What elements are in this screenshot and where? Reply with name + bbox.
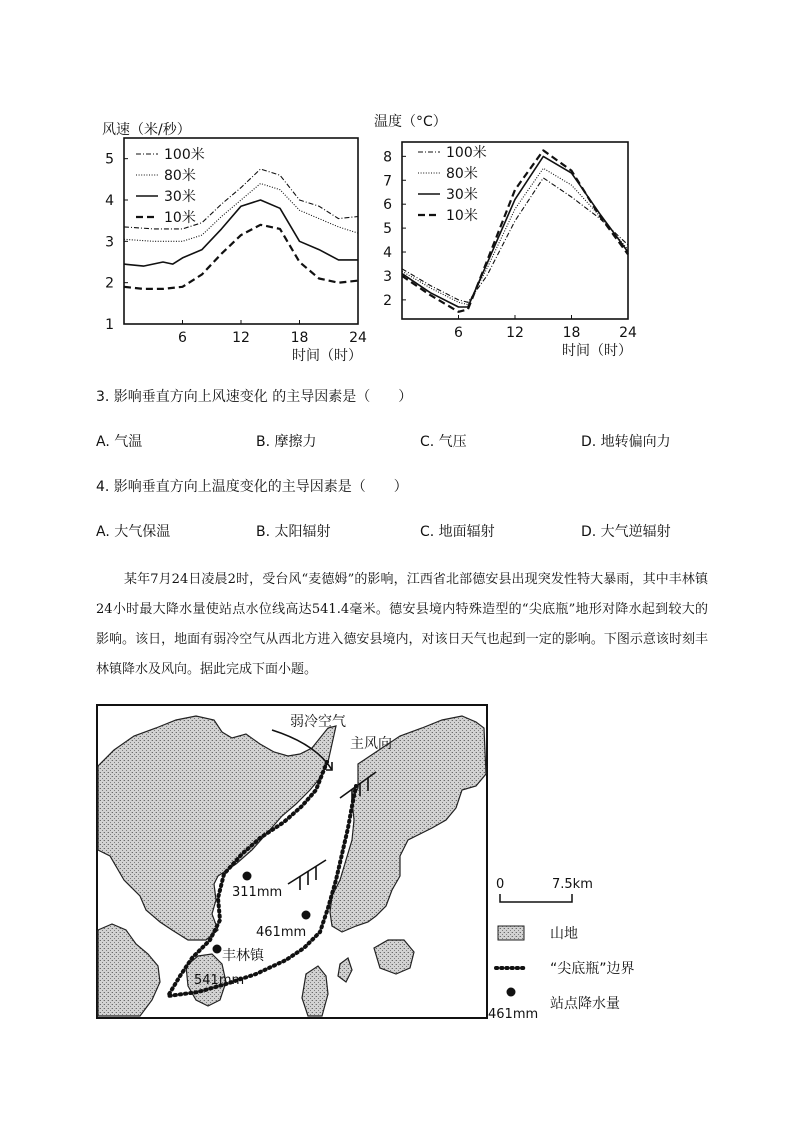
- wind-xlabel: 时间（时）: [292, 348, 362, 364]
- mountain-area-south: [302, 966, 328, 1016]
- temp-xtick-label: 12: [506, 325, 524, 341]
- wind-ytick-label: 3: [105, 234, 114, 251]
- wind-legend-label: 30米: [164, 189, 196, 205]
- wind-series-100米: [124, 169, 358, 229]
- temp-ytick-label: 2: [383, 292, 392, 309]
- label-wind-direction: 主风向: [350, 736, 392, 752]
- temp-ylabel: 温度（°C）: [374, 114, 447, 130]
- wind-plot-frame: [124, 138, 358, 324]
- legend-station-label: 站点降水量: [550, 996, 620, 1012]
- legend-station-value: 461mm: [488, 1007, 539, 1022]
- temp-series-80米: [402, 168, 628, 304]
- wind-legend-label: 80米: [164, 168, 196, 184]
- wind-xtick-label: 6: [178, 330, 187, 346]
- passage: [96, 565, 708, 685]
- temp-ytick-label: 7: [383, 173, 392, 190]
- temp-xlabel: 时间（时）: [562, 343, 632, 359]
- label-461mm: 461mm: [256, 925, 307, 940]
- temp-ytick-label: 8: [383, 149, 392, 166]
- map-legend: [488, 877, 635, 1022]
- wind-ytick-label: 2: [105, 275, 114, 292]
- wind-series-80米: [124, 184, 358, 242]
- label-311mm: 311mm: [232, 885, 283, 900]
- q4-option-d[interactable]: D. 大气逆辐射: [581, 524, 671, 540]
- wind-speed-chart-svg: [96, 110, 386, 365]
- q4-stem: 4. 影响垂直方向上温度变化的主导因素是（ ）: [96, 479, 408, 495]
- legend-station-dot: [507, 988, 516, 997]
- station-461: [302, 911, 311, 920]
- wind-speed-chart: [96, 110, 386, 365]
- station-311: [243, 872, 252, 881]
- temp-series-10米: [402, 150, 628, 311]
- q4-option-b[interactable]: B. 太阳辐射: [256, 524, 331, 540]
- scale-distance: 7.5km: [552, 877, 593, 892]
- wind-ytick-label: 1: [105, 317, 114, 333]
- q4-option-c[interactable]: C. 地面辐射: [420, 524, 495, 540]
- rainfall-map: [96, 704, 656, 1024]
- q3-option-c[interactable]: C. 气压: [420, 434, 467, 450]
- q3-option-b[interactable]: B. 摩擦力: [256, 434, 317, 450]
- temperature-chart: [366, 106, 656, 366]
- legend-boundary-label: “尖底瓶”边界: [550, 961, 635, 977]
- temp-ytick-label: 5: [383, 221, 392, 238]
- wind-series-10米: [124, 225, 358, 289]
- temp-legend-label: 100米: [446, 145, 487, 161]
- rainfall-map-svg: [96, 704, 656, 1024]
- wind-xtick-label: 24: [349, 330, 367, 346]
- label-541mm: 541mm: [194, 973, 245, 988]
- temp-xtick-label: 6: [454, 325, 463, 341]
- temp-plot-frame: [402, 142, 628, 319]
- temp-series-30米: [402, 156, 628, 307]
- scale-bar: [500, 894, 572, 902]
- temp-series-100米: [402, 178, 628, 302]
- legend-mountain-swatch: [498, 926, 524, 940]
- wind-xtick-label: 12: [232, 330, 250, 346]
- temp-legend-label: 80米: [446, 166, 478, 182]
- temperature-chart-svg: [366, 106, 656, 366]
- wind-ylabel: 风速（米/秒）: [102, 122, 191, 138]
- temp-ytick-label: 4: [383, 245, 392, 262]
- temp-legend-label: 30米: [446, 187, 478, 203]
- wind-legend-label: 10米: [164, 210, 196, 226]
- label-cold-air: 弱冷空气: [290, 714, 346, 730]
- label-fenglin-town: 丰林镇: [222, 948, 264, 964]
- q3-stem: 3. 影响垂直方向上风速变化 的主导因素是（ ）: [96, 389, 413, 405]
- legend-mountain-label: 山地: [550, 926, 578, 942]
- wind-series-30米: [124, 200, 358, 266]
- q3-option-a[interactable]: A. 气温: [96, 434, 143, 450]
- scale-zero: 0: [496, 877, 505, 892]
- q4-option-a[interactable]: A. 大气保温: [96, 524, 171, 540]
- station-fenglin: [213, 945, 222, 954]
- temp-ytick-label: 3: [383, 268, 392, 285]
- temp-legend-label: 10米: [446, 208, 478, 224]
- temp-xtick-label: 18: [562, 325, 581, 341]
- passage-text: 某年7月24日凌晨2时，受台风“麦德姆”的影响，江西省北部德安县出现突发性特大暴雨，其中丰林镇24小时最大降水量使站点水位线高达541.4毫米。德安县境内特殊造型的“尖底瓶”地形对降水起到较大的影响。该日，地面有弱冷空气从西北方进入德安县境内，对该日天气也起到一定的影响。下图示意该时刻丰林镇降水及风向。据此完成下面小题。: [96, 572, 708, 677]
- wind-xtick-label: 18: [290, 330, 309, 346]
- wind-legend-label: 100米: [164, 147, 205, 163]
- temp-ytick-label: 6: [383, 197, 392, 214]
- wind-ytick-label: 5: [105, 151, 114, 168]
- temp-xtick-label: 24: [619, 325, 637, 341]
- q3-option-d[interactable]: D. 地转偏向力: [581, 434, 671, 450]
- wind-ytick-label: 4: [105, 193, 114, 209]
